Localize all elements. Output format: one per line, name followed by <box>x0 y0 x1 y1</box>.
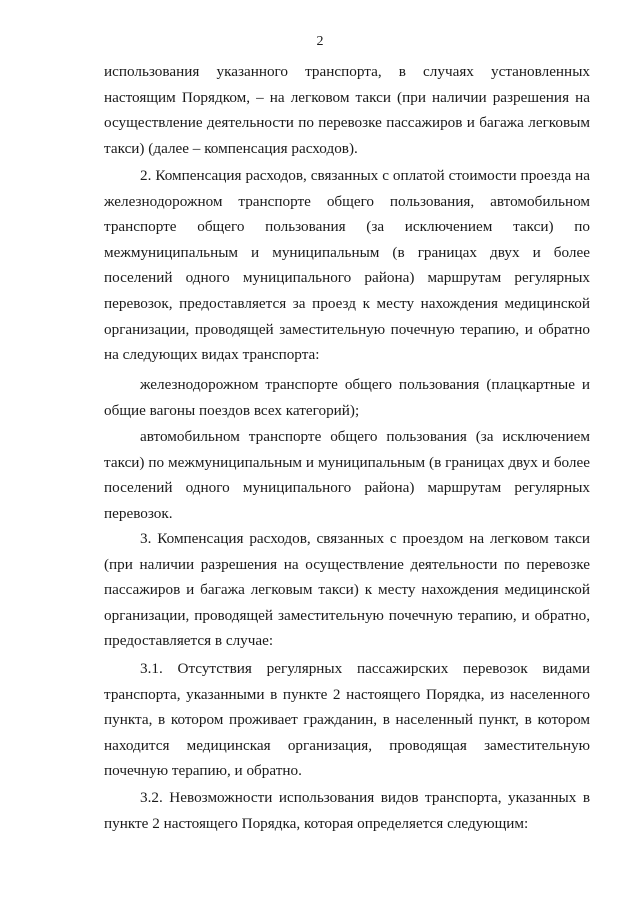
paragraph-item-2 <box>104 163 590 368</box>
paragraph-text: 2. Компенсация расходов, связанных с оплатой стоимости проезда на железнодорожном транспорте общего пользования, автомобильном транспорте общего пользования (за исключением такси) по межмуниципальным и муниципальным (в границах двух и более поселений одного муниципального района) маршрутам регулярных перевозок, предоставляется за проезд к месту нахождения медицинской организации, проводящей заместительную почечную терапию, и обратно на следующих видах транспорта: <box>104 167 590 364</box>
paragraph-item-3 <box>104 526 590 654</box>
paragraph-text: автомобильном транспорте общего пользования (за исключением такси) по межмуниципальным и муниципальным (в границах двух и более поселений одного муниципального района) маршрутам регулярных перевозок. <box>104 428 590 522</box>
paragraph-item-3-1 <box>104 656 590 784</box>
paragraph-railway <box>104 372 590 423</box>
paragraph-text: 3.1. Отсутствия регулярных пассажирских перевозок видами транспорта, указанными в пункте 2 настоящего Порядка, из населенного пункта, в котором проживает гражданин, в населенный пункт, в котором находится медицинская организация, проводящая заместительную почечную терапию, и обратно. <box>104 660 590 780</box>
paragraph-automobile <box>104 424 590 526</box>
paragraph-text: 3.2. Невозможности использования видов транспорта, указанных в пункте 2 настоящего Порядка, которая определяется следующим: <box>104 789 590 832</box>
paragraph-text: железнодорожном транспорте общего пользования (плацкартные и общие вагоны поездов всех категорий); <box>104 376 590 419</box>
paragraph-text: использования указанного транспорта, в случаях установленных настоящим Порядком, – на легковом такси (при наличии разрешения на осуществление деятельности по перевозке пассажиров и багажа легковым такси) (далее – компенсация расходов). <box>104 63 590 157</box>
paragraph-item-3-2 <box>104 785 590 836</box>
page-number: 2 <box>316 34 324 49</box>
paragraph-text: 3. Компенсация расходов, связанных с проездом на легковом такси (при наличии разрешения на осуществление деятельности по перевозке пассажиров и багажа легковым такси) к месту нахождения медицинской организации, проводящей заместительную почечную терапию, и обратно, предоставляется в случае: <box>104 530 590 650</box>
paragraph-continuation <box>104 59 590 161</box>
